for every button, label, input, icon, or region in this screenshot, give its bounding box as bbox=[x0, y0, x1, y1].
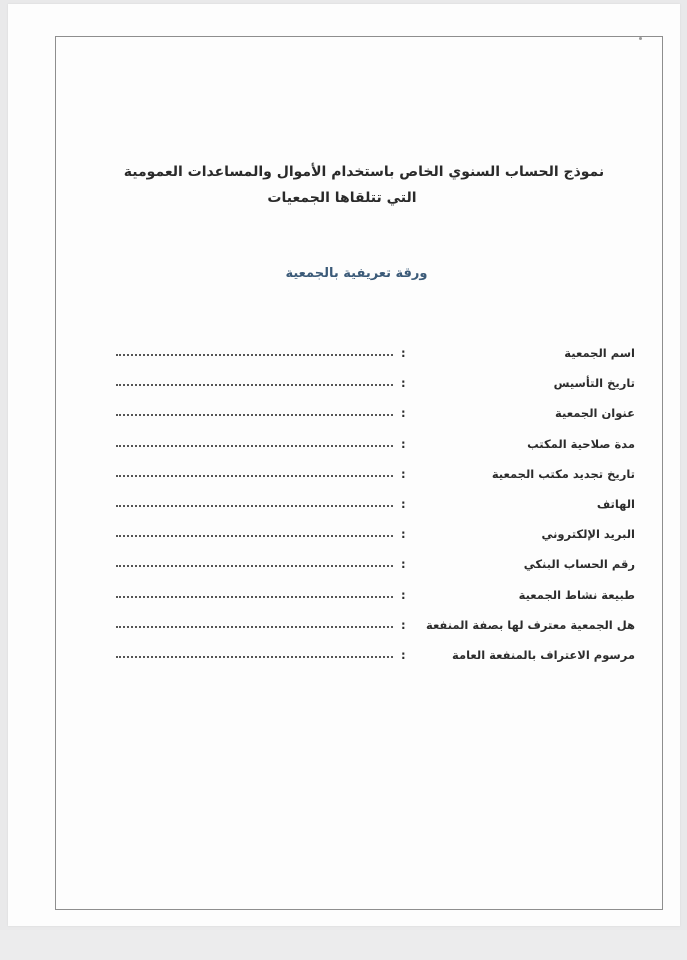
field-row-email bbox=[108, 523, 635, 553]
field-label: البريد الإلكتروني bbox=[541, 527, 635, 542]
section-subtitle: ورقة تعريفية بالجمعية bbox=[285, 266, 428, 281]
field-dotted-line[interactable] bbox=[116, 565, 393, 567]
field-dotted-line[interactable] bbox=[116, 354, 393, 356]
field-label: تاريخ التأسيس bbox=[553, 376, 635, 391]
field-label: رقم الحساب البنكي bbox=[523, 557, 635, 572]
field-colon: : bbox=[401, 496, 406, 511]
field-colon: : bbox=[401, 376, 406, 391]
field-row-bank-account bbox=[108, 553, 635, 583]
field-row-office-term bbox=[108, 433, 635, 463]
field-row-address bbox=[108, 402, 635, 432]
field-dotted-line[interactable] bbox=[116, 505, 393, 507]
field-label: هل الجمعية معترف لها بصفة المنفعة bbox=[425, 617, 635, 632]
field-dotted-line[interactable] bbox=[116, 414, 393, 416]
field-row-office-renewal-date bbox=[108, 463, 635, 493]
document-title-line-1: نموذج الحساب السنوي الخاص باستخدام الأموال والمساعدات العمومية bbox=[123, 164, 605, 180]
field-dotted-line[interactable] bbox=[116, 596, 393, 598]
field-row-activity-nature bbox=[108, 584, 635, 614]
field-row-association-name bbox=[108, 342, 635, 372]
field-dotted-line[interactable] bbox=[116, 384, 393, 386]
field-colon: : bbox=[401, 346, 406, 360]
field-row-phone bbox=[108, 493, 635, 523]
field-colon: : bbox=[401, 647, 406, 662]
document-title-line-2: التي تتلقاها الجمعيات bbox=[267, 190, 417, 206]
field-colon: : bbox=[401, 466, 406, 481]
field-colon: : bbox=[401, 527, 406, 542]
field-row-founding-date bbox=[108, 372, 635, 402]
field-colon: : bbox=[401, 617, 406, 632]
document-page bbox=[8, 4, 680, 926]
field-label: عنوان الجمعية bbox=[555, 406, 635, 421]
field-label: مرسوم الاعتراف بالمنفعة العامة bbox=[451, 647, 635, 662]
field-colon: : bbox=[401, 557, 406, 572]
field-colon: : bbox=[401, 406, 406, 421]
field-dotted-line[interactable] bbox=[116, 445, 393, 447]
field-row-public-benefit-status bbox=[108, 614, 635, 644]
field-label: طبيعة نشاط الجمعية bbox=[518, 587, 635, 602]
info-fields bbox=[108, 342, 635, 674]
field-label: اسم الجمعية bbox=[564, 346, 635, 360]
field-label: الهاتف bbox=[596, 496, 635, 511]
field-dotted-line[interactable] bbox=[116, 475, 393, 477]
field-label: تاريخ تجديد مكتب الجمعية bbox=[491, 466, 635, 481]
field-colon: : bbox=[401, 587, 406, 602]
field-label: مدة صلاحية المكتب bbox=[527, 436, 635, 451]
field-dotted-line[interactable] bbox=[116, 656, 393, 658]
field-dotted-line[interactable] bbox=[116, 535, 393, 537]
field-dotted-line[interactable] bbox=[116, 626, 393, 628]
field-colon: : bbox=[401, 436, 406, 451]
background-strip bbox=[0, 930, 687, 960]
field-row-recognition-decree bbox=[108, 644, 635, 674]
